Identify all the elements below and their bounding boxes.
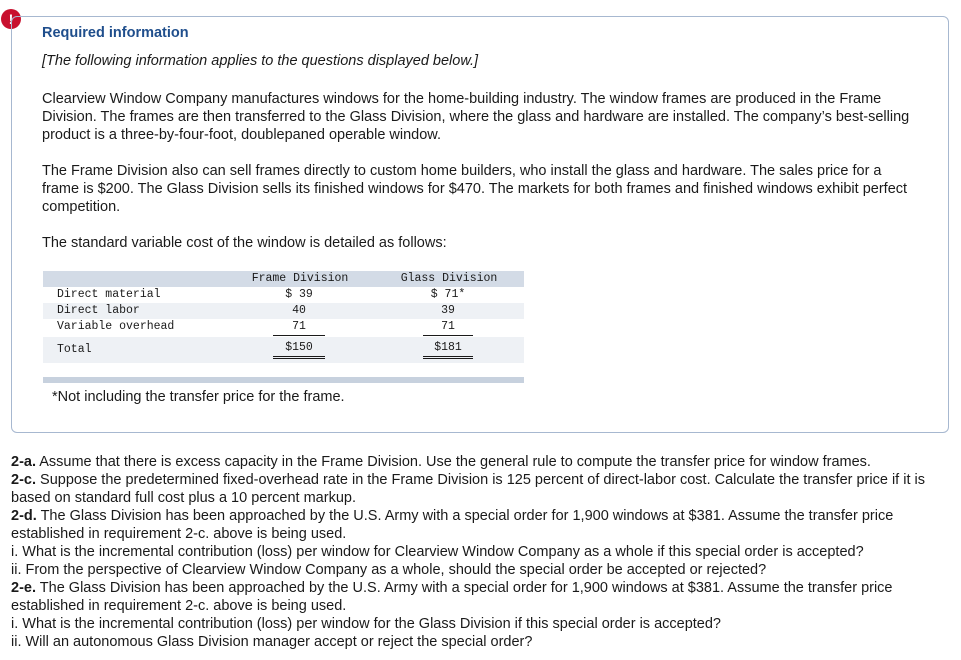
glass-value: $ 71* (430, 288, 466, 301)
alert-icon: ! (1, 9, 21, 29)
question-2e (11, 579, 951, 615)
question-id: 2-c. (11, 472, 36, 488)
column-header-frame: Frame Division (251, 272, 349, 285)
question-2e-i (11, 615, 951, 633)
frame-value: 71 (273, 319, 325, 336)
question-2a (11, 453, 951, 471)
row-label: Variable overhead (57, 320, 175, 333)
question-id: 2-d. (11, 508, 37, 524)
row-label: Direct labor (57, 304, 140, 317)
question-text: Suppose the predetermined fixed-overhead rate in the Frame Division is 125 percent of direct-labor cost. Calculate the transfer price if it is based on standard full cost plus a 10 percent markup. (11, 472, 925, 506)
glass-total: $181 (423, 340, 473, 359)
question-list (11, 453, 951, 651)
applies-note: [The following information applies to the questions displayed below.] (42, 53, 479, 69)
question-id: 2-e. (11, 580, 36, 596)
total-label: Total (57, 343, 92, 356)
table-row-total (43, 337, 524, 363)
frame-value: $ 39 (285, 288, 313, 301)
question-text: i. What is the incremental contribution (loss) per window for the Glass Division if this special order is accepted? (11, 616, 721, 632)
question-text: Assume that there is excess capacity in the Frame Division. Use the general rule to compute the transfer price for window frames. (39, 454, 871, 470)
table-row-variable-overhead (43, 319, 524, 335)
table-footnote: *Not including the transfer price for the frame. (52, 389, 345, 405)
row-label: Direct material (57, 288, 161, 301)
column-header-glass: Glass Division (400, 272, 498, 285)
question-text: The Glass Division has been approached by the U.S. Army with a special order for 1,900 windows at $381. Assume the transfer price established in requirement 2-c. above is being used. (11, 580, 893, 614)
table-bottom-bar (43, 377, 524, 383)
frame-total: $150 (273, 340, 325, 359)
question-text: The Glass Division has been approached by the U.S. Army with a special order for 1,900 windows at $381. Assume the transfer price established in requirement 2-c. above is being used. (11, 508, 894, 542)
cost-intro-paragraph: The standard variable cost of the window is detailed as follows: (42, 235, 447, 251)
required-information-title: Required information (42, 25, 189, 41)
table-row-direct-material (43, 287, 524, 303)
question-text: i. What is the incremental contribution (loss) per window for Clearview Window Company as a whole if this special order is accepted? (11, 544, 864, 560)
glass-value: 39 (441, 304, 455, 317)
glass-value: 71 (423, 319, 473, 336)
intro-paragraph: Clearview Window Company manufactures windows for the home-building industry. The window frames are produced in the Frame Division. The frames are then transferred to the Glass Division, where the glass and hardware are installed. The company’s best-selling product is a three-by-four-foot, doublepaned operable window. (42, 91, 910, 143)
question-2d-ii (11, 561, 951, 579)
table-row-direct-labor (43, 303, 524, 319)
question-text: ii. From the perspective of Clearview Window Company as a whole, should the special order be accepted or rejected? (11, 562, 767, 578)
frame-value: 40 (292, 304, 306, 317)
question-text: ii. Will an autonomous Glass Division manager accept or reject the special order? (11, 634, 533, 650)
question-id: 2-a. (11, 454, 36, 470)
question-2d-i (11, 543, 951, 561)
pricing-paragraph: The Frame Division also can sell frames directly to custom home builders, who install the glass and hardware. The sales price for a frame is $200. The Glass Division sells its finished windows for $470. The markets for both frames and finished windows exhibit perfect competition. (42, 163, 908, 215)
question-2e-ii (11, 633, 951, 651)
table-header-row (43, 271, 524, 287)
question-2d (11, 507, 951, 543)
required-information-box (11, 16, 949, 433)
question-2c (11, 471, 951, 507)
